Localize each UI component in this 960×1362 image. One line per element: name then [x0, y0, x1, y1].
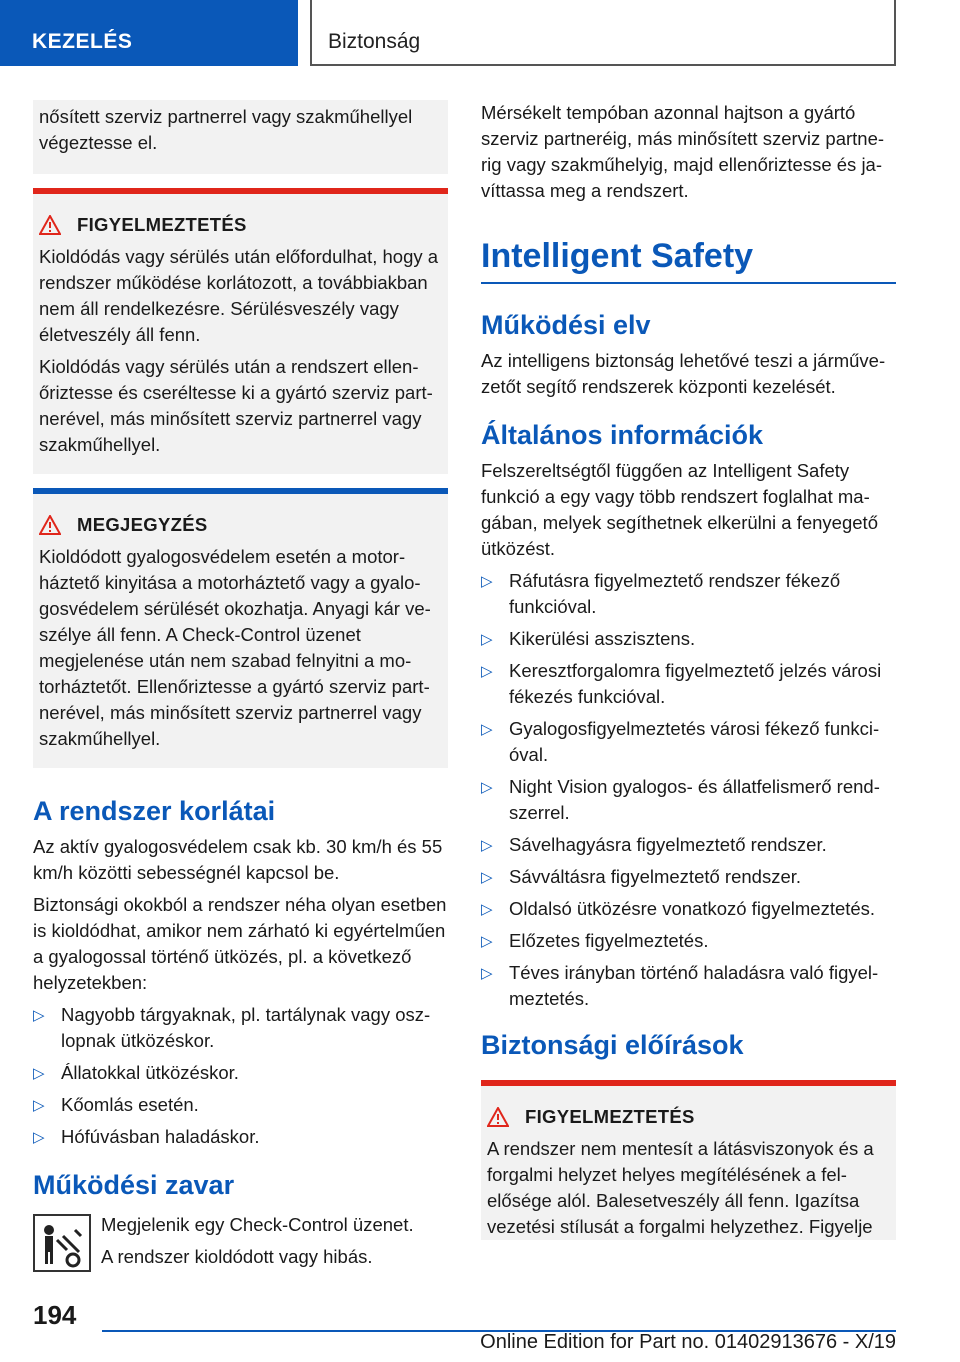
pedestrian-protection-icon [33, 1214, 91, 1272]
fault-paragraph: A rendszer kioldódott vagy hibás. [101, 1246, 373, 1267]
list-item-text: Oldalsó ütközésre vonatkozó figyelmeztetés. [509, 898, 876, 919]
warning-box [481, 1080, 896, 1240]
safety-heading: Biztonsági előírások [481, 1030, 744, 1060]
list-item-text: Sávváltásra figyelmeztető rendszer. [509, 866, 802, 887]
warning-title: FIGYELMEZTETÉS [77, 214, 247, 235]
notice-title: MEGJEGYZÉS [77, 514, 208, 535]
triangle-bullet-icon: ▷ [33, 1097, 45, 1114]
list-item-text: Sávelhagyásra figyelmeztető rendszer. [509, 834, 827, 855]
section-title: KEZELÉS [32, 30, 133, 53]
list-item [481, 568, 896, 620]
triangle-bullet-icon: ▷ [481, 965, 493, 982]
list-item [33, 1002, 448, 1054]
main-heading-wrap [481, 234, 896, 284]
triangle-bullet-icon: ▷ [481, 779, 493, 796]
list-item-text: Kikerülési asszisztens. [509, 628, 696, 649]
list-item-text: Night Vision gyalogos- és állatfelismerő rendszerrel. [509, 776, 880, 823]
warning-box [33, 188, 448, 474]
list-item-text: Ráfutásra figyelmeztető rendszer fékező funkcióval. [509, 570, 841, 617]
list-item [481, 896, 896, 922]
list-item [481, 832, 896, 858]
right-column [481, 100, 896, 1240]
principle-heading: Működési elv [481, 310, 651, 340]
triangle-bullet-icon: ▷ [481, 901, 493, 918]
left-column [33, 100, 448, 1272]
list-item-text: Hófúvásban haladáskor. [61, 1126, 260, 1147]
principle-paragraph: Az intelligens biztonság lehetővé teszi a járművezetőt segítő rendszerek központi kezelését. [481, 350, 886, 397]
continued-box [33, 100, 448, 174]
limits-paragraph: Biztonsági okokból a rendszer néha olyan esetben is kioldódhat, amikor nem zárható ki egyértelműen a gyalogossal történő ütközés, pl. a következő helyzetekben: [33, 894, 447, 993]
warning-triangle-icon [39, 212, 77, 238]
list-item [33, 1124, 448, 1150]
continued-text: nősített szerviz partnerrel vagy szakműhellyel végeztesse el. [39, 106, 413, 153]
notice-paragraph: Kioldódott gyalogosvédelem esetén a motorháztető kinyitása a motorháztető vagy a gyalogosvédelem sérülését okozhatja. Anyagi kár veszélye áll fenn. A Check-Control üzenet megjelenése után nem szabad felnyitni a motorháztetőt. Ellenőriztesse a gyártó szerviz partnerével, más minősített szerviz partnerrel vagy szakműhellyel. [39, 546, 431, 749]
continued-text: Mérsékelt tempóban azonnal hajtson a gyártó szerviz partneréig, más minősített szerviz partnerig vagy szakműhelyig, majd ellenőriztesse és javíttassa meg a rendszert. [481, 102, 885, 201]
chapter-tab [310, 0, 896, 66]
warning-paragraph: A rendszer nem mentesít a látásviszonyok és a forgalmi helyzet helyes megítélésének a felelősége alól. Balesetveszély áll fenn. Igazítsa vezetési stílusát a forgalmi helyzethez. Figyelje [487, 1138, 874, 1237]
list-item-text: Gyalogosfigyelmeztetés városi fékező funkcióval. [509, 718, 880, 765]
fault-heading: Működési zavar [33, 1170, 235, 1200]
triangle-bullet-icon: ▷ [481, 663, 493, 680]
list-item [481, 864, 896, 890]
list-item [481, 774, 896, 826]
triangle-bullet-icon: ▷ [33, 1129, 45, 1146]
fault-row [33, 1206, 448, 1272]
list-item-text: Keresztforgalomra figyelmeztető jelzés városi fékezés funkcióval. [509, 660, 882, 707]
triangle-bullet-icon: ▷ [481, 933, 493, 950]
triangle-bullet-icon: ▷ [481, 869, 493, 886]
notice-box [33, 488, 448, 768]
triangle-bullet-icon: ▷ [481, 573, 493, 590]
main-heading: Intelligent Safety [481, 237, 754, 275]
list-item [33, 1092, 448, 1118]
triangle-bullet-icon: ▷ [481, 837, 493, 854]
fault-text [101, 1206, 414, 1272]
list-item-text: Nagyobb tárgyaknak, pl. tartálynak vagy oszlopnak ütközéskor. [61, 1004, 431, 1051]
warning-triangle-icon [39, 512, 77, 538]
page-header [0, 0, 960, 66]
list-item-text: Állatokkal ütközéskor. [61, 1062, 239, 1083]
list-item [481, 960, 896, 1012]
warning-title-row [39, 212, 442, 238]
list-item [481, 928, 896, 954]
page-number: 194 [33, 1300, 77, 1330]
warning-title: FIGYELMEZTETÉS [525, 1106, 695, 1127]
chapter-title: Biztonság [328, 30, 421, 53]
triangle-bullet-icon: ▷ [481, 631, 493, 648]
warning-paragraph: Kioldódás vagy sérülés után a rendszert ellenőriztesse és cseréltesse ki a gyártó szerviz partnerével, más minősített szerviz partnerrel vagy szakműhellyel. [39, 356, 433, 455]
general-heading: Általános információk [481, 420, 764, 450]
warning-title-row [487, 1104, 890, 1130]
notice-title-row [39, 512, 442, 538]
list-item-text: Előzetes figyelmeztetés. [509, 930, 709, 951]
edition-text: Online Edition for Part no. 01402913676 - X/19 [480, 1331, 896, 1353]
systems-list [481, 568, 896, 1012]
list-item-text: Téves irányban történő haladásra való figyelmeztetés. [509, 962, 879, 1009]
warning-triangle-icon [487, 1104, 525, 1130]
general-paragraph: Felszereltségtől függően az Intelligent Safety funkció a egy vagy több rendszert foglalhat magában, melyek segíthetnek elkerülni a fenyegető ütközést. [481, 460, 878, 559]
list-item [481, 716, 896, 768]
warning-paragraph: Kioldódás vagy sérülés után előfordulhat, hogy a rendszer működése korlátozott, a továbbiakban nem áll rendelkezésre. Sérülésveszély vagy életveszély áll fenn. [39, 246, 439, 345]
limits-list [33, 1002, 448, 1150]
limits-heading: A rendszer korlátai [33, 796, 276, 826]
list-item [481, 658, 896, 710]
list-item-text: Kőomlás esetén. [61, 1094, 199, 1115]
triangle-bullet-icon: ▷ [481, 721, 493, 738]
section-tab [0, 0, 298, 66]
triangle-bullet-icon: ▷ [33, 1007, 45, 1024]
triangle-bullet-icon: ▷ [33, 1065, 45, 1082]
list-item [481, 626, 896, 652]
list-item [33, 1060, 448, 1086]
fault-paragraph: Megjelenik egy Check-Control üzenet. [101, 1214, 414, 1235]
limits-paragraph: Az aktív gyalogosvédelem csak kb. 30 km/h és 55 km/h közötti sebességnél kapcsol be. [33, 836, 443, 883]
